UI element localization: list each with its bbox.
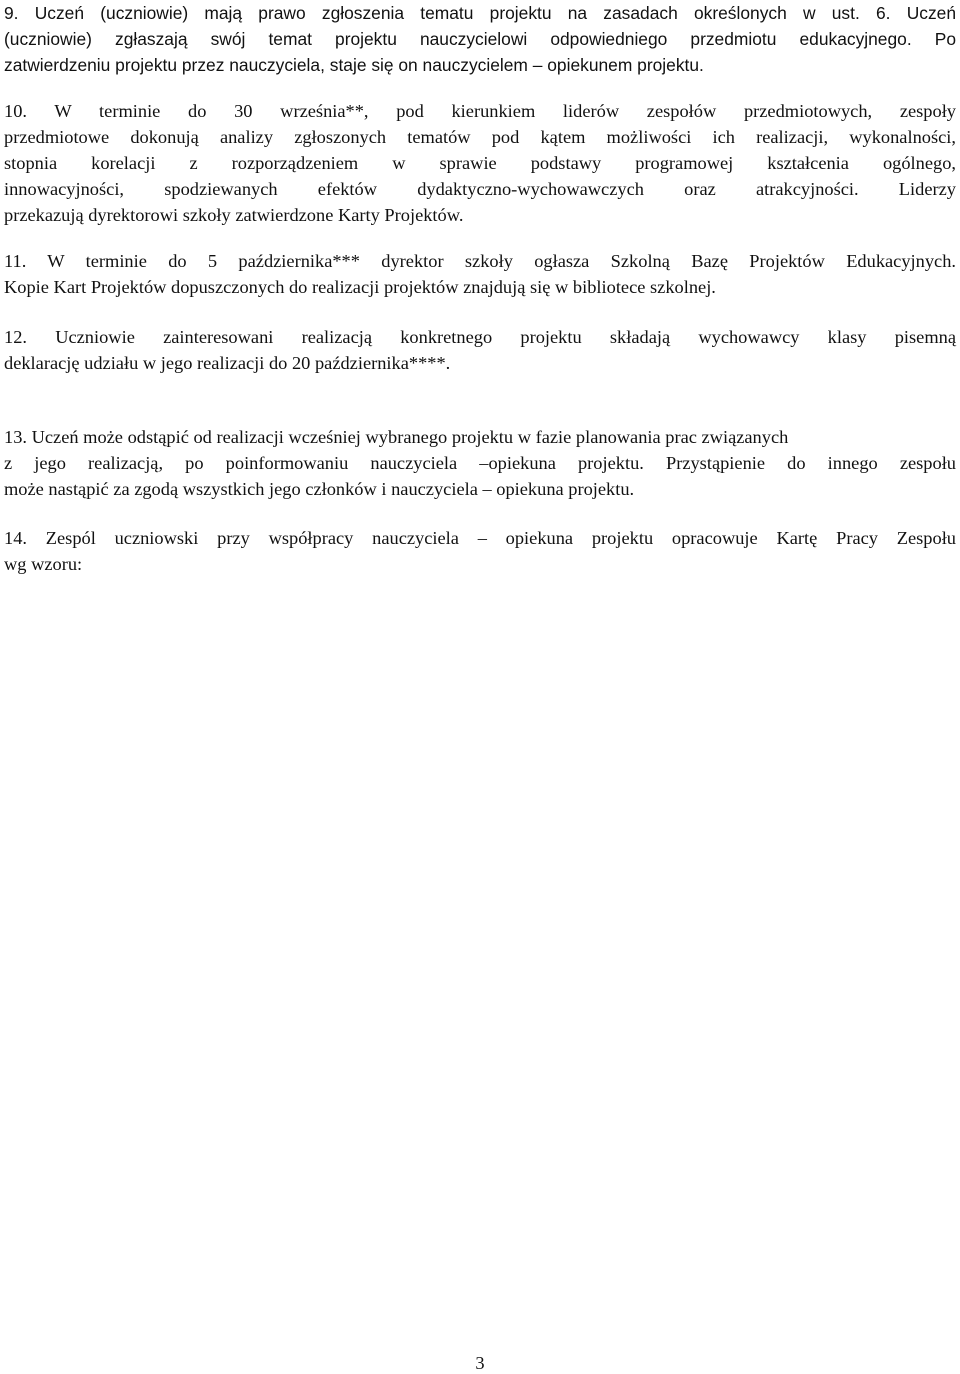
paragraph-line: przekazują dyrektorowi szkoły zatwierdzone Karty Projektów. [4, 205, 464, 225]
paragraph-13 [4, 424, 956, 502]
paragraph-12 [4, 324, 956, 376]
paragraph-line: deklarację udziału w jego realizacji do 20 października****. [4, 353, 451, 373]
paragraph-line: 14. Zespól uczniowski przy współpracy nauczyciela – opiekuna projektu opracowuje Kartę Pracy Zespołu [4, 528, 956, 548]
paragraph-line: 11. W terminie do 5 października*** dyrektor szkoły ogłasza Szkolną Bazę Projektów Edukacyjnych. [4, 251, 956, 271]
paragraph-9 [4, 0, 956, 78]
paragraph-line: stopnia korelacji z rozporządzeniem w sprawie podstawy programowej kształcenia ogólnego, [4, 153, 956, 173]
paragraph-10 [4, 98, 956, 228]
page-number: 3 [475, 1353, 485, 1373]
paragraph-14 [4, 525, 956, 577]
paragraph-line: 12. Uczniowie zainteresowani realizacją konkretnego projektu składają wychowawcy klasy pisemną [4, 327, 956, 347]
paragraph-line: może nastąpić za zgodą wszystkich jego członków i nauczyciela – opiekuna projektu. [4, 479, 635, 499]
paragraph-line: zatwierdzeniu projektu przez nauczyciela, staje się on nauczycielem – opiekunem projektu. [4, 55, 704, 75]
paragraph-line: (uczniowie) zgłaszają swój temat projektu nauczycielowi odpowiedniego przedmiotu edukacyjnego. Po [4, 29, 956, 49]
paragraph-11 [4, 248, 956, 300]
paragraph-line: innowacyjności, spodziewanych efektów dydaktyczno-wychowawczych oraz atrakcyjności. Liderzy [4, 179, 956, 199]
paragraph-line: 10. W terminie do 30 września**, pod kierunkiem liderów zespołów przedmiotowych, zespoły [4, 101, 956, 121]
paragraph-line: 13. Uczeń może odstąpić od realizacji wcześniej wybranego projektu w fazie planowania prac związanych [4, 427, 789, 447]
paragraph-line: Kopie Kart Projektów dopuszczonych do realizacji projektów znajdują się w bibliotece szkolnej. [4, 277, 716, 297]
paragraph-line: z jego realizacją, po poinformowaniu nauczyciela –opiekuna projektu. Przystąpienie do innego zespołu [4, 453, 956, 473]
paragraph-line: wg wzoru: [4, 554, 83, 574]
paragraph-line: 9. Uczeń (uczniowie) mają prawo zgłoszenia tematu projektu na zasadach określonych w ust. 6. Uczeń [4, 3, 956, 23]
paragraph-line: przedmiotowe dokonują analizy zgłoszonych tematów pod kątem możliwości ich realizacji, wykonalności, [4, 127, 956, 147]
